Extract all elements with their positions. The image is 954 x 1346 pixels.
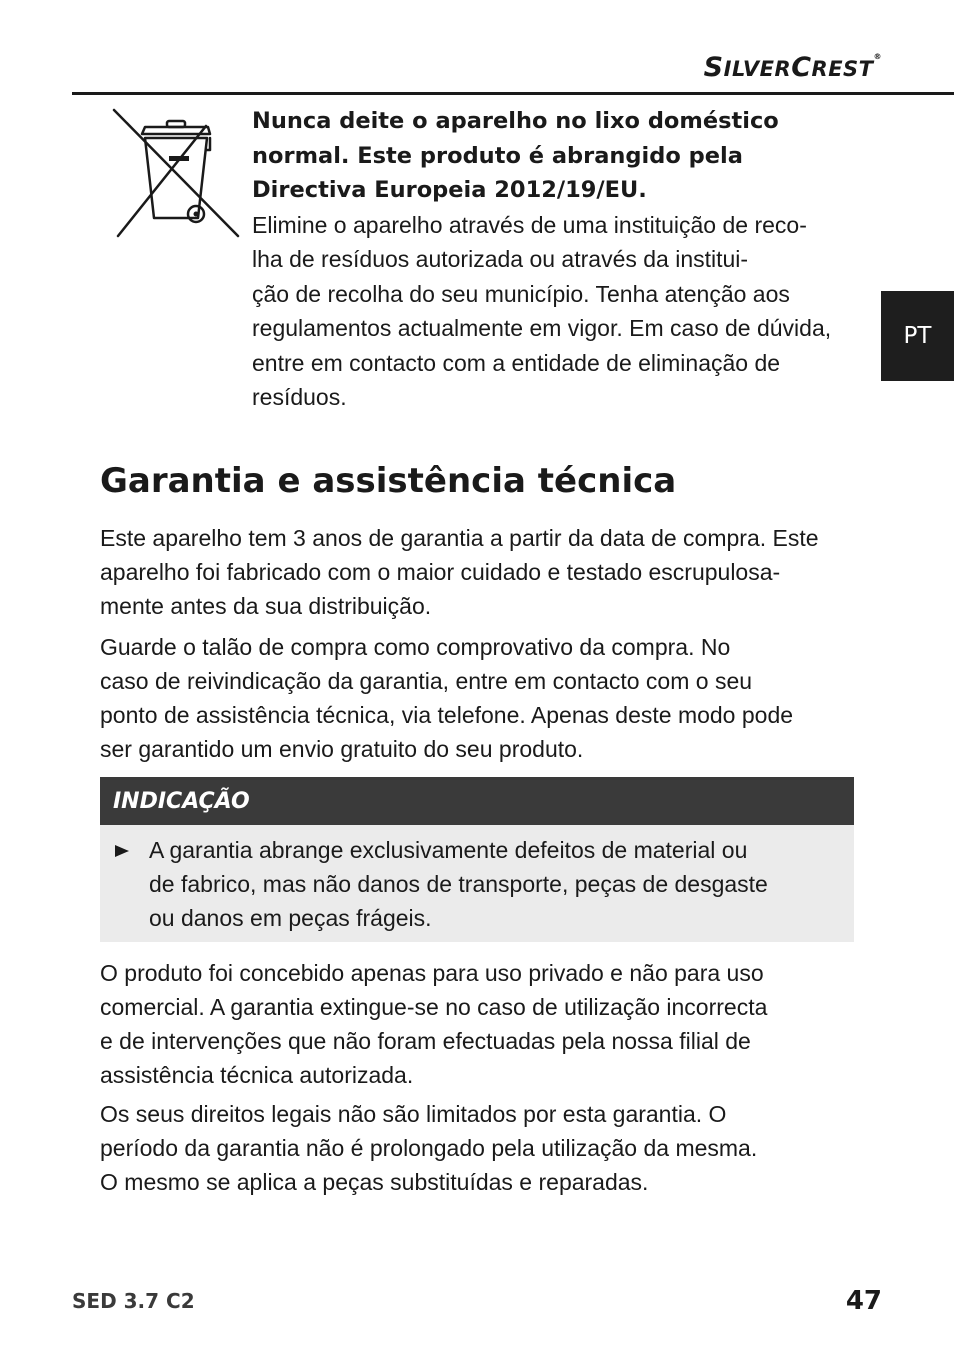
page-number: 47 — [845, 1286, 882, 1316]
text-line: Este aparelho tem 3 anos de garantia a partir da data de compra. Este — [100, 525, 819, 551]
text-line: caso de reivindicação da garantia, entre em contacto com o seu — [100, 668, 753, 694]
text-line: e de intervenções que não foram efectuadas pela nossa filial de — [100, 1028, 751, 1054]
warning-line: normal. Este produto é abrangido pela — [252, 142, 743, 169]
section-title: Garantia e assistência técnica — [100, 461, 677, 501]
text-line: aparelho foi fabricado com o maior cuidado e testado escrupulosa- — [100, 559, 781, 585]
warning-line: Directiva Europeia 2012/19/EU. — [252, 177, 647, 203]
text-line: mente antes da sua distribuição. — [100, 593, 432, 619]
brand-logo — [704, 52, 882, 83]
language-tab — [881, 291, 954, 381]
arrow-bullet-icon — [115, 845, 129, 857]
brand-letter: C — [791, 52, 812, 83]
footer-model: SED 3.7 C2 — [72, 1289, 195, 1313]
disposal-notice — [252, 104, 862, 415]
note-item — [100, 825, 854, 935]
text-line: assistência técnica autorizada. — [100, 1062, 414, 1088]
brand-letters: ILVER — [723, 57, 792, 81]
text-line: ser garantido um envio gratuito do seu produto. — [100, 736, 584, 762]
text-line: lha de resíduos autorizada ou através da institui- — [252, 246, 749, 272]
warranty-paragraph-4 — [100, 1097, 860, 1199]
warranty-paragraph-2 — [100, 630, 860, 766]
warranty-paragraph-1 — [100, 521, 860, 623]
text-line: período da garantia não é prolongado pela utilização da mesma. — [100, 1135, 758, 1161]
note-box — [100, 777, 854, 942]
note-header: INDICAÇÃO — [100, 777, 854, 825]
text-line: Guarde o talão de compra como comprovativo da compra. No — [100, 634, 731, 660]
text-line: A garantia abrange exclusivamente defeitos de material ou — [149, 837, 748, 863]
text-line: de fabrico, mas não danos de transporte, peças de desgaste — [149, 871, 768, 897]
text-line: ção de recolha do seu município. Tenha atenção aos — [252, 280, 790, 307]
text-line: resíduos. — [252, 384, 347, 410]
disposal-warning — [252, 104, 862, 208]
text-line: comercial. A garantia extingue-se no caso de utilização incorrecta — [100, 994, 768, 1020]
text-line: entre em contacto com a entidade de eliminação de — [252, 349, 781, 376]
text-line: Os seus direitos legais não são limitados por esta garantia. O — [100, 1101, 727, 1127]
registered-mark: ® — [873, 52, 882, 61]
warning-line: Nunca deite o aparelho no lixo doméstico — [252, 108, 779, 134]
text-line: regulamentos actualmente em vigor. Em caso de dúvida, — [252, 315, 832, 341]
brand-letters: REST — [811, 57, 874, 81]
text-line: ponto de assistência técnica, via telefone. Apenas deste modo pode — [100, 702, 794, 728]
disposal-text — [252, 208, 862, 415]
warranty-paragraph-3 — [100, 956, 860, 1092]
header-rule — [72, 92, 954, 95]
text-line: ou danos em peças frágeis. — [149, 905, 432, 931]
brand-letter: S — [703, 52, 724, 83]
text-line: O produto foi concebido apenas para uso privado e não para uso — [100, 960, 764, 986]
text-line: Elimine o aparelho através de uma instituição de reco- — [252, 211, 807, 238]
crossed-out-wheelie-bin-icon — [112, 108, 240, 238]
language-tab-label: PT — [903, 323, 932, 349]
text-line: O mesmo se aplica a peças substituídas e reparadas. — [100, 1169, 649, 1195]
